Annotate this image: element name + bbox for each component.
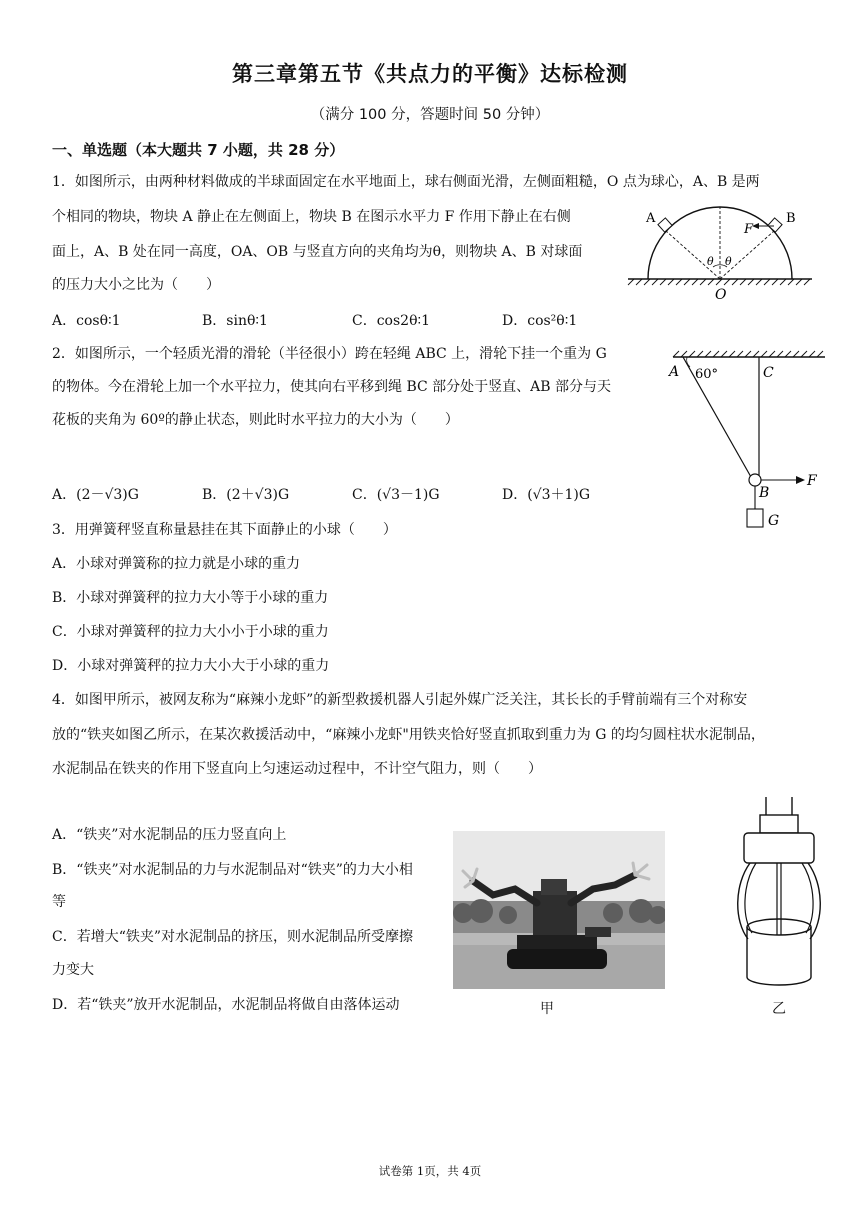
q1-theta-right: θ <box>725 255 732 268</box>
q2-angle-label: 60° <box>695 367 719 382</box>
page-footer: 试卷第 1页，共 4页 <box>378 1164 482 1178</box>
q4-line-1: 4．如图甲所示，被网友称为“麻辣小龙虾”的新型救援机器人引起外媒广泛关注，其长长的手臂前端有三个对称安 <box>52 692 748 708</box>
q3-option-a: A．小球对弹簧称的拉力就是小球的重力 <box>52 556 301 572</box>
q4-option-c-cont: 力变大 <box>52 962 94 978</box>
q3-option-b: B．小球对弹簧秤的拉力大小等于小球的重力 <box>52 590 329 606</box>
q2-option-b: B．(2＋√3)G <box>202 487 290 503</box>
q1-option-c: C．cos2θ∶1 <box>352 313 431 329</box>
q2-label-a: A <box>669 364 680 380</box>
q3-stem: 3．用弹簧秤竖直称量悬挂在其下面静止的小球（ ） <box>52 522 397 538</box>
q2-line-3: 花板的夹角为 60º的静止状态，则此时水平拉力的大小为（ ） <box>52 412 459 428</box>
q4-line-3: 水泥制品在铁夹的作用下竖直向上匀速运动过程中，不计空气阻力，则（ ） <box>52 761 542 777</box>
q2-label-f: F <box>807 473 817 489</box>
q2-label-c: C <box>763 365 774 381</box>
q2-option-d: D．(√3＋1)G <box>502 487 591 503</box>
q1-label-f: F <box>744 222 754 237</box>
q1-hemisphere-figure <box>620 195 820 305</box>
q1-label-a: A <box>646 211 656 226</box>
q4-option-b: B．“铁夹”对水泥制品的力与水泥制品对“铁夹”的力大小相 <box>52 862 413 878</box>
q4-caption-yi: 乙 <box>772 1001 786 1017</box>
block-a <box>658 218 672 232</box>
weight-g <box>747 509 763 527</box>
q2-label-g: G <box>768 513 780 529</box>
page-title: 第三章第五节《共点力的平衡》达标检测 <box>232 62 628 86</box>
q2-option-a: A．(2－√3)G <box>52 487 139 503</box>
q3-option-c: C．小球对弹簧秤的拉力大小小于小球的重力 <box>52 624 329 640</box>
q4-option-b-cont: 等 <box>52 894 66 910</box>
q2-line-2: 的物体。今在滑轮上加一个水平拉力，使其向右平移到绳 BC 部分处于竖直、AB 部分与天 <box>52 379 612 395</box>
q4-robot-photo <box>453 831 665 989</box>
q2-option-c: C．(√3－1)G <box>352 487 440 503</box>
q1-label-o: O <box>715 287 727 303</box>
q4-claw-figure <box>730 795 830 995</box>
q4-line-2: 放的“铁夹如图乙所示，在某次救援活动中，“麻辣小龙虾"用铁夹恰好竖直抓取到重力为 G 的均匀圆柱状水泥制品， <box>52 727 765 743</box>
q2-label-b: B <box>759 485 770 501</box>
q1-line-4: 的压力大小之比为（ ） <box>52 277 220 293</box>
q1-option-a: A．cosθ∶1 <box>52 313 121 329</box>
q3-option-d: D．小球对弹簧秤的拉力大小大于小球的重力 <box>52 658 330 674</box>
q4-caption-jia: 甲 <box>540 1001 554 1017</box>
section-heading: 一、单选题（本大题共 7 小题，共 28 分） <box>52 141 345 159</box>
q1-line-3: 面上，A、B 处在同一高度，OA、OB 与竖直方向的夹角均为θ，则物块 A、B 对球面 <box>52 244 583 260</box>
q1-theta-left: θ <box>707 255 714 268</box>
q4-option-d: D．若“铁夹”放开水泥制品，水泥制品将做自由落体运动 <box>52 997 400 1013</box>
q4-option-a: A．“铁夹”对水泥制品的压力竖直向上 <box>52 827 287 843</box>
page-subtitle: （满分 100 分，答题时间 50 分钟） <box>310 107 550 123</box>
q2-line-1: 2．如图所示，一个轻质光滑的滑轮（半径很小）跨在轻绳 ABC 上，滑轮下挂一个重为 G <box>52 346 607 362</box>
q2-pulley-figure <box>665 345 835 535</box>
q4-option-c: C．若增大“铁夹”对水泥制品的挤压，则水泥制品所受摩擦 <box>52 929 414 945</box>
q1-option-d: D．cos²θ∶1 <box>502 313 578 329</box>
q1-label-b: B <box>786 211 796 226</box>
block-b <box>768 218 782 232</box>
q1-line-2: 个相同的物块，物块 A 静止在左侧面上，物块 B 在图示水平力 F 作用下静止在右侧 <box>52 209 571 225</box>
q1-line-1: 1．如图所示，由两种材料做成的半球面固定在水平地面上，球右侧面光滑，左侧面粗糙，O 点为球心，A、B 是两 <box>52 174 760 190</box>
q1-option-b: B．sinθ∶1 <box>202 313 268 329</box>
